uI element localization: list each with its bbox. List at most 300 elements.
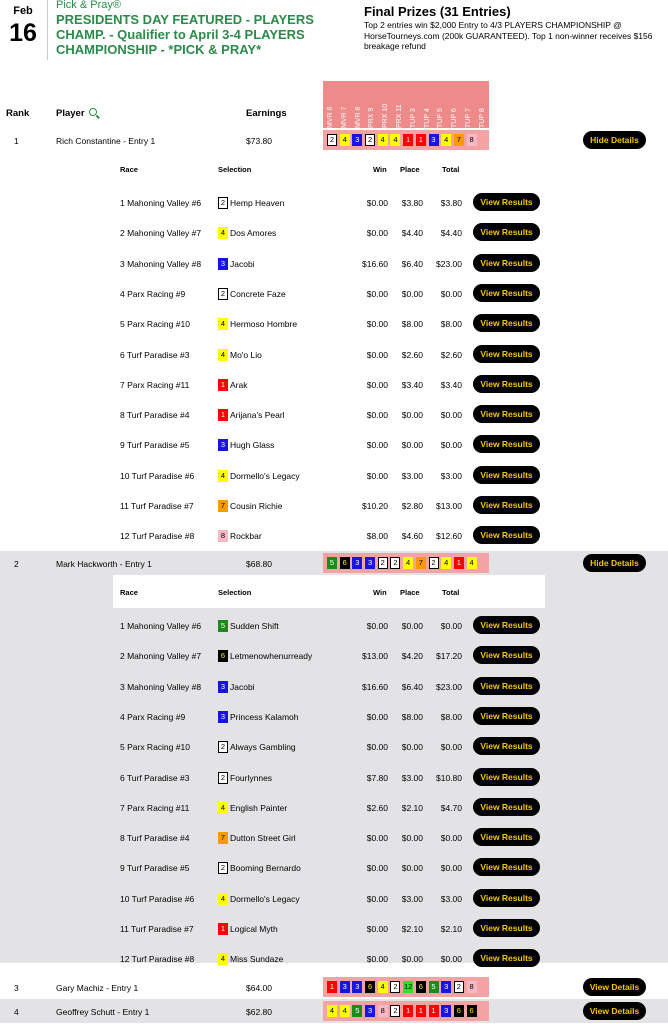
selection	[218, 953, 283, 965]
details-selection-header: Selection	[218, 165, 252, 174]
program-number: 2	[454, 981, 464, 993]
view-results-button[interactable]: View Results	[473, 646, 540, 664]
win-amount: $8.00	[366, 531, 388, 542]
horse-name: Arak	[230, 379, 248, 390]
win-amount: $0.00	[366, 319, 388, 330]
details-row	[0, 792, 668, 822]
player-earnings: $62.80	[246, 1007, 272, 1017]
horse-name: Dormello's Legacy	[230, 470, 300, 481]
program-number: 2	[218, 862, 228, 874]
total-amount: $3.40	[440, 379, 462, 390]
view-results-button[interactable]: View Results	[473, 858, 540, 876]
program-number: 3	[218, 439, 228, 451]
selection	[218, 802, 287, 814]
race-header-label: MVR 7	[340, 106, 348, 128]
program-number: 3	[352, 981, 362, 993]
place-amount: $3.00	[401, 772, 423, 783]
race-header	[323, 81, 337, 130]
total-amount: $0.00	[440, 833, 462, 844]
program-number: 2	[218, 772, 228, 784]
player-name[interactable]: Rich Constantine - Entry 1	[56, 136, 156, 146]
details-panel	[0, 152, 668, 540]
player-earnings: $64.00	[246, 983, 272, 993]
program-number: 4	[218, 318, 228, 330]
view-results-button[interactable]: View Results	[473, 889, 540, 907]
program-number: 2	[218, 197, 228, 209]
place-amount: $3.40	[401, 379, 423, 390]
total-amount: $0.00	[440, 621, 462, 631]
program-number: 1	[416, 134, 426, 146]
program-number: 6	[365, 981, 375, 993]
details-place-header: Place	[400, 165, 420, 174]
program-number: 2	[218, 741, 228, 753]
program-number: 4	[218, 349, 228, 361]
view-results-button[interactable]: View Results	[473, 193, 540, 211]
horse-name: Logical Myth	[230, 924, 278, 934]
view-details-button[interactable]: View Details	[583, 978, 646, 996]
view-results-button[interactable]: View Results	[473, 345, 540, 363]
program-number: 4	[441, 557, 451, 569]
player-name[interactable]: Mark Hackworth - Entry 1	[56, 559, 152, 569]
date-month: Feb	[13, 5, 33, 17]
selection-strip	[323, 130, 489, 150]
race-header	[447, 81, 461, 130]
program-number: 4	[378, 981, 388, 993]
place-amount: $0.00	[401, 833, 423, 844]
total-amount: $8.00	[440, 319, 462, 330]
view-results-button[interactable]: View Results	[473, 435, 540, 453]
header	[0, 0, 668, 60]
race-header	[392, 81, 406, 130]
details-row	[0, 248, 668, 278]
race-name: 7 Parx Racing #11	[120, 802, 190, 813]
program-number: 12	[403, 982, 413, 991]
race-name: 2 Mahoning Valley #7	[120, 651, 202, 662]
hide-details-button[interactable]: Hide Details	[583, 131, 646, 149]
details-row	[0, 913, 668, 943]
selection	[218, 681, 255, 693]
race-header-label: TUP 8	[478, 108, 486, 128]
details-total-header: Total	[442, 165, 460, 174]
program-number: 4	[467, 557, 477, 569]
view-results-button[interactable]: View Results	[473, 949, 540, 967]
race-name: 8 Turf Paradise #4	[120, 833, 190, 844]
race-name: 6 Turf Paradise #3	[120, 772, 190, 783]
program-number: 5	[327, 557, 337, 569]
place-amount: $3.00	[401, 470, 423, 481]
details-row	[0, 399, 668, 429]
details-row	[0, 339, 668, 369]
details-win-header: Win	[373, 165, 387, 174]
selection	[218, 893, 300, 905]
earnings-column-header: Earnings	[246, 108, 287, 119]
race-header	[351, 81, 365, 130]
program-number: 4	[218, 893, 228, 905]
total-amount: $23.00	[436, 258, 462, 269]
horse-name: Jacobi	[230, 258, 255, 269]
program-number: 1	[327, 981, 337, 993]
selection	[218, 318, 297, 330]
view-results-button[interactable]: View Results	[473, 526, 540, 544]
program-number: 4	[218, 227, 228, 239]
program-number: 2	[365, 134, 375, 146]
selection	[218, 862, 301, 874]
selection	[218, 227, 276, 239]
place-amount: $0.00	[401, 288, 423, 299]
prizes-title: Final Prizes (31 Entries)	[364, 4, 511, 19]
place-amount: $0.00	[401, 863, 423, 874]
player-row	[0, 999, 668, 1023]
view-results-button[interactable]: View Results	[473, 828, 540, 846]
selection	[218, 379, 247, 391]
details-header	[113, 575, 545, 608]
search-icon[interactable]	[89, 108, 97, 116]
player-name[interactable]: Geoffrey Schutt - Entry 1	[56, 1007, 150, 1017]
win-amount: $0.00	[366, 440, 388, 451]
total-amount: $0.00	[440, 954, 462, 965]
place-amount: $4.40	[401, 228, 423, 239]
details-row	[0, 460, 668, 490]
details-total-header: Total	[442, 588, 460, 597]
race-name: 11 Turf Paradise #7	[120, 924, 194, 934]
horse-name: Arijana's Pearl	[230, 410, 285, 421]
win-amount: $16.60	[362, 258, 388, 269]
selection	[218, 832, 296, 844]
program-number: 4	[441, 134, 451, 146]
view-results-button[interactable]: View Results	[473, 466, 540, 484]
win-amount: $0.00	[366, 711, 388, 722]
program-number: 2	[429, 557, 439, 569]
selection	[218, 258, 255, 270]
win-amount: $0.00	[366, 621, 388, 631]
details-row	[0, 308, 668, 338]
program-number: 3	[218, 258, 228, 270]
total-amount: $4.40	[440, 228, 462, 239]
program-number: 4	[218, 953, 228, 965]
program-number: 4	[218, 802, 228, 814]
race-name: 2 Mahoning Valley #7	[120, 228, 202, 239]
horse-name: Miss Sundaze	[230, 954, 284, 965]
details-row	[0, 520, 668, 550]
program-number: 5	[352, 1005, 362, 1017]
race-header	[406, 81, 420, 130]
selection	[218, 197, 284, 209]
total-amount: $13.00	[436, 501, 462, 511]
date-day: 16	[9, 19, 37, 47]
program-number: 7	[454, 134, 464, 146]
horse-name: Hugh Glass	[230, 440, 275, 451]
details-panel	[0, 575, 668, 963]
place-amount: $8.00	[401, 711, 423, 722]
program-number: 3	[429, 134, 439, 146]
win-amount: $0.00	[366, 954, 388, 965]
total-amount: $12.60	[436, 531, 462, 542]
place-amount: $4.20	[401, 651, 423, 662]
selection	[218, 650, 312, 662]
header-divider	[47, 0, 48, 60]
place-amount: $0.00	[401, 742, 423, 753]
selection	[218, 741, 296, 753]
player-rank: 1	[14, 136, 19, 146]
race-header-label: PRX 9	[368, 107, 376, 128]
total-amount: $0.00	[440, 410, 462, 421]
player-column-label: Player	[56, 108, 85, 119]
horse-name: Dutton Street Girl	[230, 833, 296, 844]
view-results-button[interactable]: View Results	[473, 798, 540, 816]
program-number: 1	[403, 134, 413, 146]
race-header	[420, 81, 434, 130]
player-row	[0, 551, 668, 575]
place-amount: $6.40	[401, 258, 423, 269]
player-rank: 3	[14, 983, 19, 993]
view-results-button[interactable]: View Results	[473, 616, 540, 634]
program-number: 1	[416, 1005, 426, 1017]
total-amount: $3.80	[440, 198, 462, 208]
win-amount: $0.00	[366, 470, 388, 481]
player-name[interactable]: Gary Machiz - Entry 1	[56, 983, 139, 993]
horse-name: Sudden Shift	[230, 621, 279, 631]
race-name: 5 Parx Racing #10	[120, 319, 190, 330]
details-row	[0, 187, 668, 217]
selection-strip	[323, 553, 489, 573]
details-race-header: Race	[120, 588, 138, 597]
program-number: 1	[218, 923, 228, 935]
view-results-button[interactable]: View Results	[473, 677, 540, 695]
race-name: 10 Turf Paradise #6	[120, 893, 195, 904]
program-number: 2	[327, 134, 337, 146]
race-header-label: TUP 5	[437, 108, 445, 128]
program-number: 8	[467, 981, 477, 993]
race-name: 4 Parx Racing #9	[120, 711, 186, 722]
program-number: 1	[218, 409, 228, 421]
horse-name: Princess Kalamoh	[230, 711, 299, 722]
win-amount: $0.00	[366, 833, 388, 844]
selection	[218, 349, 262, 361]
race-name: 1 Mahoning Valley #6	[120, 621, 202, 631]
program-number: 8	[218, 530, 228, 542]
details-row	[0, 369, 668, 399]
horse-name: Hermoso Hombre	[230, 319, 298, 330]
race-name: 8 Turf Paradise #4	[120, 410, 190, 421]
details-row	[0, 822, 668, 852]
race-name: 10 Turf Paradise #6	[120, 470, 195, 481]
program-number: 3	[218, 681, 228, 693]
program-number: 6	[340, 557, 350, 569]
details-row	[0, 610, 668, 640]
race-header-label: PRX 10	[382, 103, 390, 128]
details-win-header: Win	[373, 588, 387, 597]
place-amount: $6.40	[401, 681, 423, 692]
total-amount: $2.10	[440, 924, 462, 934]
view-results-button[interactable]: View Results	[473, 223, 540, 241]
program-number: 4	[378, 134, 388, 146]
view-results-button[interactable]: View Results	[473, 405, 540, 423]
view-results-button[interactable]: View Results	[473, 284, 540, 302]
win-amount: $0.00	[366, 863, 388, 874]
total-amount: $0.00	[440, 288, 462, 299]
win-amount: $0.00	[366, 410, 388, 421]
race-header	[378, 81, 392, 130]
race-header-label: TUP 3	[409, 108, 417, 128]
details-row	[0, 640, 668, 670]
total-amount: $3.00	[440, 893, 462, 904]
place-amount: $3.80	[401, 198, 423, 208]
program-number: 7	[218, 500, 228, 512]
rank-column-header: Rank	[6, 108, 30, 119]
program-number: 6	[454, 1005, 464, 1017]
view-results-button[interactable]: View Results	[473, 737, 540, 755]
win-amount: $7.80	[366, 772, 388, 783]
place-amount: $3.00	[401, 893, 423, 904]
selection	[218, 530, 262, 542]
player-row	[0, 128, 668, 152]
program-number: 4	[340, 1005, 350, 1017]
details-row	[0, 852, 668, 882]
race-name: 9 Turf Paradise #5	[120, 863, 190, 874]
program-number: 7	[416, 557, 426, 569]
selection	[218, 409, 285, 421]
program-number: 4	[390, 134, 400, 146]
race-name: 7 Parx Racing #11	[120, 379, 190, 390]
horse-name: Hemp Heaven	[230, 198, 285, 208]
win-amount: $0.00	[366, 924, 388, 934]
details-place-header: Place	[400, 588, 420, 597]
race-header-label: MVR 6	[327, 106, 334, 128]
horse-name: Mo'o Lio	[230, 349, 262, 360]
horse-name: Always Gambling	[230, 742, 296, 753]
view-results-button[interactable]: View Results	[473, 768, 540, 786]
contest-brand: Pick & Pray®	[56, 0, 121, 11]
race-header-label: PRX 11	[395, 104, 403, 128]
place-amount: $2.80	[401, 501, 423, 511]
selection	[218, 470, 300, 482]
program-number: 7	[218, 832, 228, 844]
view-details-button[interactable]: View Details	[583, 1002, 646, 1020]
program-number: 6	[416, 981, 426, 993]
date-badge	[0, 0, 46, 56]
program-number: 8	[378, 1005, 388, 1017]
program-number: 3	[340, 981, 350, 993]
details-row	[0, 278, 668, 308]
details-row	[0, 762, 668, 792]
total-amount: $2.60	[440, 349, 462, 360]
program-number: 1	[218, 379, 228, 391]
race-header-label: TUP 6	[451, 108, 459, 128]
horse-name: Fourlynnes	[230, 772, 273, 783]
total-amount: $17.20	[436, 651, 462, 662]
view-results-button[interactable]: View Results	[473, 314, 540, 332]
place-amount: $0.00	[401, 621, 423, 631]
hide-details-button[interactable]: Hide Details	[583, 554, 646, 572]
details-selection-header: Selection	[218, 588, 252, 597]
details-row	[0, 731, 668, 761]
details-row	[0, 217, 668, 247]
race-name: 4 Parx Racing #9	[120, 288, 186, 299]
selection	[218, 620, 279, 632]
total-amount: $10.80	[436, 772, 462, 783]
details-row	[0, 883, 668, 913]
view-results-button[interactable]: View Results	[473, 254, 540, 272]
horse-name: Dormello's Legacy	[230, 893, 300, 904]
place-amount: $4.60	[401, 531, 423, 542]
race-header	[433, 81, 447, 130]
details-row	[0, 701, 668, 731]
view-results-button[interactable]: View Results	[473, 919, 540, 937]
program-number: 4	[340, 134, 350, 146]
details-row	[0, 490, 668, 520]
place-amount: $2.10	[401, 802, 423, 813]
program-number: 4	[218, 470, 228, 482]
program-number: 3	[441, 981, 451, 993]
race-name: 11 Turf Paradise #7	[120, 501, 194, 511]
program-number: 1	[403, 1005, 413, 1017]
selection	[218, 500, 282, 512]
race-header-strip	[323, 81, 489, 130]
program-number: 3	[352, 134, 362, 146]
race-header-label: TUP 7	[464, 108, 472, 128]
horse-name: Dos Amores	[230, 228, 277, 239]
race-name: 12 Turf Paradise #8	[120, 531, 195, 542]
total-amount: $4.70	[440, 802, 462, 813]
race-name: 1 Mahoning Valley #6	[120, 198, 202, 208]
program-number: 2	[390, 1005, 400, 1017]
program-number: 3	[352, 557, 362, 569]
program-number: 2	[390, 981, 400, 993]
place-amount: $0.00	[401, 410, 423, 421]
program-number: 3	[218, 711, 228, 723]
race-header-label: MVR 8	[354, 106, 362, 128]
win-amount: $0.00	[366, 742, 388, 753]
selection	[218, 711, 299, 723]
player-earnings: $68.80	[246, 559, 272, 569]
race-header	[461, 81, 475, 130]
win-amount: $0.00	[366, 228, 388, 239]
win-amount: $16.60	[362, 681, 388, 692]
player-earnings: $73.80	[246, 136, 272, 146]
horse-name: Concrete Faze	[230, 288, 286, 299]
horse-name: Jacobi	[230, 681, 255, 692]
total-amount: $23.00	[436, 681, 462, 692]
race-name: 9 Turf Paradise #5	[120, 440, 190, 451]
program-number: 1	[429, 1005, 439, 1017]
program-number: 5	[218, 620, 228, 632]
horse-name: Rockbar	[230, 531, 262, 542]
view-results-button[interactable]: View Results	[473, 707, 540, 725]
race-header	[364, 81, 378, 130]
details-row	[0, 429, 668, 459]
total-amount: $8.00	[440, 711, 462, 722]
race-name: 12 Turf Paradise #8	[120, 954, 195, 965]
program-number: 1	[454, 557, 464, 569]
program-number: 2	[378, 557, 388, 569]
win-amount: $0.00	[366, 893, 388, 904]
horse-name: English Painter	[230, 802, 288, 813]
total-amount: $0.00	[440, 742, 462, 753]
player-column-header[interactable]	[56, 108, 97, 119]
total-amount: $0.00	[440, 863, 462, 874]
win-amount: $13.00	[362, 651, 388, 662]
program-number: 5	[429, 981, 439, 993]
player-row	[0, 975, 668, 999]
view-results-button[interactable]: View Results	[473, 375, 540, 393]
view-results-button[interactable]: View Results	[473, 496, 540, 514]
program-number: 6	[467, 1005, 477, 1017]
total-amount: $0.00	[440, 440, 462, 451]
program-number: 2	[218, 288, 228, 300]
place-amount: $0.00	[401, 440, 423, 451]
program-number: 8	[467, 134, 477, 146]
place-amount: $2.60	[401, 349, 423, 360]
